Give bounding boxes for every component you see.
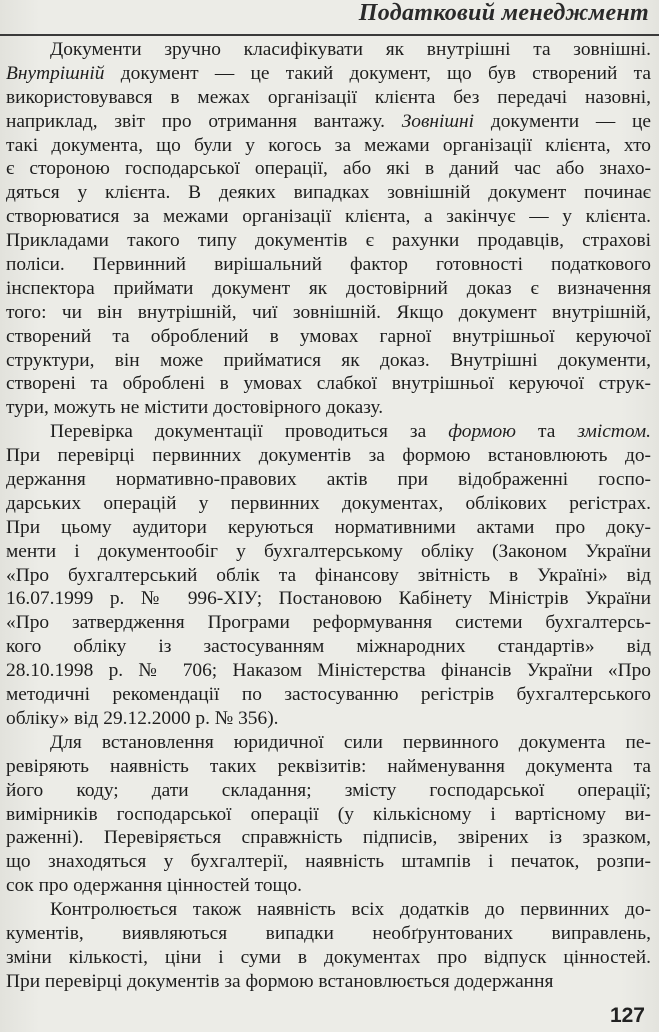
text-line [6,659,651,683]
text-run: є стороною господарської операції, або які в даний час або знахо- [6,158,651,180]
text-run: документ — це такий документ, що був створений та [104,62,651,84]
text-line [6,205,651,229]
text-run: використовувався в межах організації клієнта без передачі назовні, [6,86,651,108]
text-line [6,38,651,62]
text-line [6,444,651,468]
text-line [6,826,651,850]
text-run: такі документа, що були у когось за межами організації клієнта, хто [6,134,651,156]
text-line [6,62,651,86]
italic-term: змістом. [577,421,651,443]
text-line [6,516,651,540]
text-line [6,970,651,994]
text-run: При перевірці первинних документів за формою встановлюють до- [6,445,651,467]
text-line [6,134,651,158]
text-run: При перевірці документів за формою встановлюється додержання [6,970,554,992]
italic-term: Зовнішні [401,110,475,132]
text-run: дяться у клієнта. В деяких випадках зовнішній документ починає [6,182,651,204]
text-line [6,946,651,970]
text-run: зміни кількості, ціни і суми в документах про відпуск цінностей. [6,946,651,968]
header-rule [0,34,659,36]
text-run: поліси. Первинний вирішальний фактор готовності податкового [6,254,651,276]
running-header [0,0,659,34]
text-line [6,349,651,373]
text-run: обліку» від 29.12.2000 р. № 356). [6,707,279,729]
text-line [6,564,651,588]
text-run: тури, можуть не містити достовірного доказу. [6,397,384,419]
italic-term: формою [448,421,516,443]
text-line [6,587,651,611]
text-line [6,683,651,707]
text-run: «Про бухгалтерський облік та фінансову звітність в Україні» від [6,564,651,586]
text-line [6,277,651,301]
text-line [6,635,651,659]
text-line [6,755,651,779]
text-line [6,850,651,874]
text-run: 16.07.1999 р. № 996-ХІУ; Постановою Кабінету Міністрів України [6,588,651,610]
text-run: Прикладами такого типу документів є рахунки продавців, страхові [6,230,651,252]
text-line [6,253,651,277]
text-line [6,492,651,516]
text-run: кого обліку із застосуванням міжнародних стандартів» від [6,636,651,658]
text-run: що знаходяться у бухгалтерії, наявність штампів і печаток, розпи- [6,851,651,873]
text-run: Перевірка документації проводиться за [50,421,449,443]
text-run: Для встановлення юридичної сили первинного документа пе- [50,731,651,753]
text-line [6,157,651,181]
text-line [6,325,651,349]
text-run: інспектора приймати документ як достовірний доказ є визначення [6,277,651,299]
body-text [6,38,651,994]
text-run: держання нормативно-правових актів при відображенні госпо- [6,469,651,491]
text-run: сок про одержання цінностей тощо. [6,875,303,897]
text-run: того: чи він внутрішній, чиї зовнішній. Якщо документ внутрішній, [6,301,651,323]
paragraph [6,38,651,420]
text-line [6,181,651,205]
text-run: та [515,421,578,443]
text-run: створений та оброблений в умовах гарної внутрішньої керуючої [6,325,651,347]
text-line [6,229,651,253]
text-line [6,611,651,635]
text-line [6,110,651,134]
text-run: ревіряють наявність таких реквізитів: найменування документа та [6,755,651,777]
text-run: дарських операцій у первинних документах, облікових регістрах. [6,492,651,514]
text-line [6,540,651,564]
text-run: Документи зручно класифікувати як внутрішні та зовнішні. [50,39,651,60]
text-run: кументів, виявляються випадки необґрунтованих виправлень, [6,922,651,944]
text-run: «Про затвердження Програми реформування системи бухгалтерсь- [6,612,651,634]
text-line [6,898,651,922]
paragraph [6,898,651,994]
text-line [6,420,651,444]
text-line [6,779,651,803]
text-run: наприклад, звіт про отримання вантажу. [6,110,402,132]
text-run: 28.10.1998 р. № 706; Наказом Міністерства фінансів України «Про [6,660,651,682]
text-run: його коду; дати складання; змісту господарської операції; [6,779,651,801]
italic-term: Внутрішній [6,62,105,84]
text-run: При цьому аудитори керуються нормативними актами про доку- [6,516,651,538]
text-run: створені та оброблені в умовах слабкої внутрішньої керуючої струк- [6,373,651,395]
text-line [6,874,651,898]
page-number: 127 [609,1004,645,1027]
text-run: вимірників господарської операції (у кількісному і вартісному ви- [6,803,651,825]
text-run: створюватися за межами організації клієнта, а закінчує — у клієнта. [6,206,651,228]
paragraph [6,420,651,731]
text-line [6,803,651,827]
paragraph [6,731,651,898]
running-title: Податковий менеджмент [358,0,649,26]
text-line [6,468,651,492]
text-line [6,731,651,755]
text-run: раженні). Перевіряється справжність підписів, звірених із зразком, [6,827,651,849]
text-run: Контролюється також наявність всіх додатків до первинних до- [50,899,651,921]
text-run: структури, він може прийматися як доказ. Внутрішні документи, [6,349,651,371]
text-line [6,707,651,731]
text-run: документи — це [474,110,651,132]
text-line [6,86,651,110]
text-line [6,396,651,420]
text-line [6,922,651,946]
text-run: методичні рекомендації по застосуванню регістрів бухгалтерського [6,684,651,706]
text-run: менти і документообіг у бухгалтерському обліку (Законом України [6,540,651,562]
text-line [6,301,651,325]
text-line [6,372,651,396]
